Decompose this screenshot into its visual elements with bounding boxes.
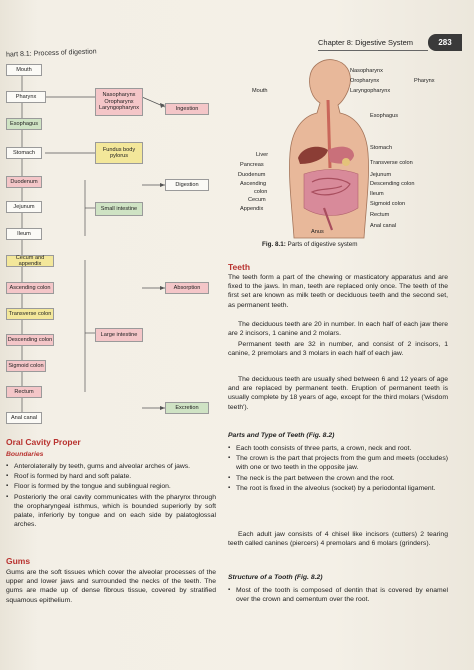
structure-list: [228, 586, 448, 605]
figure-caption-number: Fig. 8.1:: [262, 241, 286, 248]
flow-digestion: Digestion: [165, 179, 209, 191]
fig-label-ileum: Ileum: [370, 191, 384, 197]
anatomy-illustration: [262, 58, 462, 240]
fig-label-anus: Anus: [311, 229, 324, 235]
fig-label-jejunum: Jejunum: [370, 172, 392, 178]
flow-rectum: Rectum: [6, 386, 42, 398]
parts-list: [228, 444, 448, 494]
flow-ascending: Ascending colon: [6, 282, 54, 294]
flow-jejunum: Jejunum: [6, 201, 42, 213]
flow-cecum: Cecum and appendix: [6, 255, 54, 267]
fig-label-laryngopharynx: Laryngopharynx: [350, 88, 391, 94]
boundaries-heading: Boundaries: [6, 451, 44, 458]
boundary-item: ▪ Anterolaterally by teeth, gums and alveolar arches of jaws.: [6, 462, 216, 471]
parts-item: ▪ The crown is the part that projects from the gum and meets (occludes) with one or two teeth in the opposite jaw.: [228, 454, 448, 472]
flow-small-intestine: Small intestine: [95, 202, 143, 216]
fig-label-cecum: Cecum: [248, 197, 266, 203]
chapter-title: Chapter 8: Digestive System: [318, 38, 414, 47]
flow-mouth: Mouth: [6, 64, 42, 76]
flow-esophagus: Esophagus: [6, 118, 42, 130]
boundary-item: ▪ Roof is formed by hard and soft palate.: [6, 472, 216, 481]
fig-label-mouth: Mouth: [252, 88, 268, 94]
teeth-paragraph-3: Permanent teeth are 32 in number, and consist of 2 incisors, 1 canine, 2 premolars and 3 molars in each half of each jaw.: [228, 341, 448, 358]
parts-heading: Parts and Type of Teeth (Fig. 8.2): [228, 432, 335, 439]
flow-sigmoid: Sigmoid colon: [6, 360, 46, 372]
gums-paragraph: Gums are the soft tissues which cover the alveolar processes of the upper and lower jaws and surrounded the necks of the teeth. The gums are made up of dense fibrous tissue, covered by stratified squamous epithelium.: [6, 569, 216, 604]
boundaries-list: [6, 462, 216, 530]
fig-label-ascending: Ascending: [240, 181, 267, 187]
gums-heading: Gums: [6, 556, 31, 566]
page-number: 283: [428, 34, 462, 51]
adult-jaw-paragraph: Each adult jaw consists of 4 chisel like incisors (cutters) 2 tearing teeth called canines (piercers) 4 premolars and 6 molars (grinders).: [228, 531, 448, 548]
structure-item: ▪ Most of the tooth is composed of dentin that is covered by enamel over the crown and cementum over the root.: [228, 586, 448, 604]
structure-heading: Structure of a Tooth (Fig. 8.2): [228, 574, 323, 581]
teeth-paragraph-4: The deciduous teeth are usually shed between 6 and 12 years of age and are replaced by permanent teeth. Eruption of permanent teeth is usually complete by 18 years of age, except for the third molars ('wisdom teeth').: [228, 376, 448, 411]
flow-absorption: Absorption: [165, 282, 209, 294]
fig-label-esophagus: Esophagus: [370, 113, 398, 119]
fig-label-oropharynx: Oropharynx: [350, 78, 380, 84]
fig-label-rectum: Rectum: [370, 212, 390, 218]
flowchart-title: hart 8.1: Process of digestion: [5, 48, 97, 59]
flow-duodenum: Duodenum: [6, 176, 42, 188]
fig-label-pharynx: Pharynx: [414, 78, 435, 84]
flow-stomach-parts: Fundus body pylorus: [95, 142, 143, 164]
figure-caption: [262, 241, 358, 248]
header-rule: [318, 50, 428, 51]
flow-ileum: Ileum: [6, 228, 42, 240]
flow-pharynx-parts: Nasopharynx Oropharynx Laryngopharynx: [95, 88, 143, 116]
fig-label-anal: Anal canal: [370, 223, 397, 229]
fig-label-descending: Descending colon: [370, 181, 415, 187]
teeth-paragraph-2: The deciduous teeth are 20 in number. In each half of each jaw there are 2 incisors, 1 canine and 2 molars.: [228, 321, 448, 338]
figure-caption-text: Parts of digestive system: [287, 241, 358, 248]
teeth-heading: Teeth: [228, 262, 251, 272]
parts-item: ▪ Each tooth consists of three parts, a crown, neck and root.: [228, 444, 448, 453]
teeth-paragraph-1: The teeth form a part of the chewing or masticatory apparatus and are fixed to the jaws. In man, teeth are replaced only once. The teeth of the first set are known as milk teeth or deciduous teeth and the second set, as permanent teeth.: [228, 274, 448, 309]
oral-cavity-heading: Oral Cavity Proper: [6, 437, 81, 447]
boundary-item: ▪ Posteriorly the oral cavity communicates with the pharynx through the oropharyngeal isthmus, which is bounded superiorly by soft palate, inferiorly by tongue and on each side by palatoglossal arches.: [6, 493, 216, 530]
fig-label-pancreas: Pancreas: [240, 162, 264, 168]
flow-transverse: Transverse colon: [6, 308, 54, 320]
flow-ingestion: Ingestion: [165, 103, 209, 115]
flow-pharynx: Pharynx: [6, 91, 46, 103]
flow-stomach: Stomach: [6, 147, 42, 159]
fig-label-appendix: Appendix: [240, 206, 264, 212]
parts-item: ▪ The root is fixed in the alveolus (socket) by a periodontal ligament.: [228, 484, 448, 493]
fig-label-transverse: Transverse colon: [370, 160, 413, 166]
flow-anal: Anal canal: [6, 412, 42, 424]
flow-excretion: Excretion: [165, 402, 209, 414]
fig-label-liver: Liver: [256, 152, 269, 158]
flow-descending: Descending colon: [6, 334, 54, 346]
fig-label-nasopharynx: Nasopharynx: [350, 68, 383, 74]
fig-label-duodenum: Duodenum: [238, 172, 266, 178]
flow-large-intestine: Large intestine: [95, 328, 143, 342]
fig-label-colon: colon: [254, 189, 268, 195]
boundary-item: ▪ Floor is formed by the tongue and sublingual region.: [6, 482, 216, 491]
fig-label-stomach: Stomach: [370, 145, 393, 151]
parts-item: ▪ The neck is the part between the crown and the root.: [228, 474, 448, 483]
fig-label-sigmoid: Sigmoid colon: [370, 201, 406, 207]
